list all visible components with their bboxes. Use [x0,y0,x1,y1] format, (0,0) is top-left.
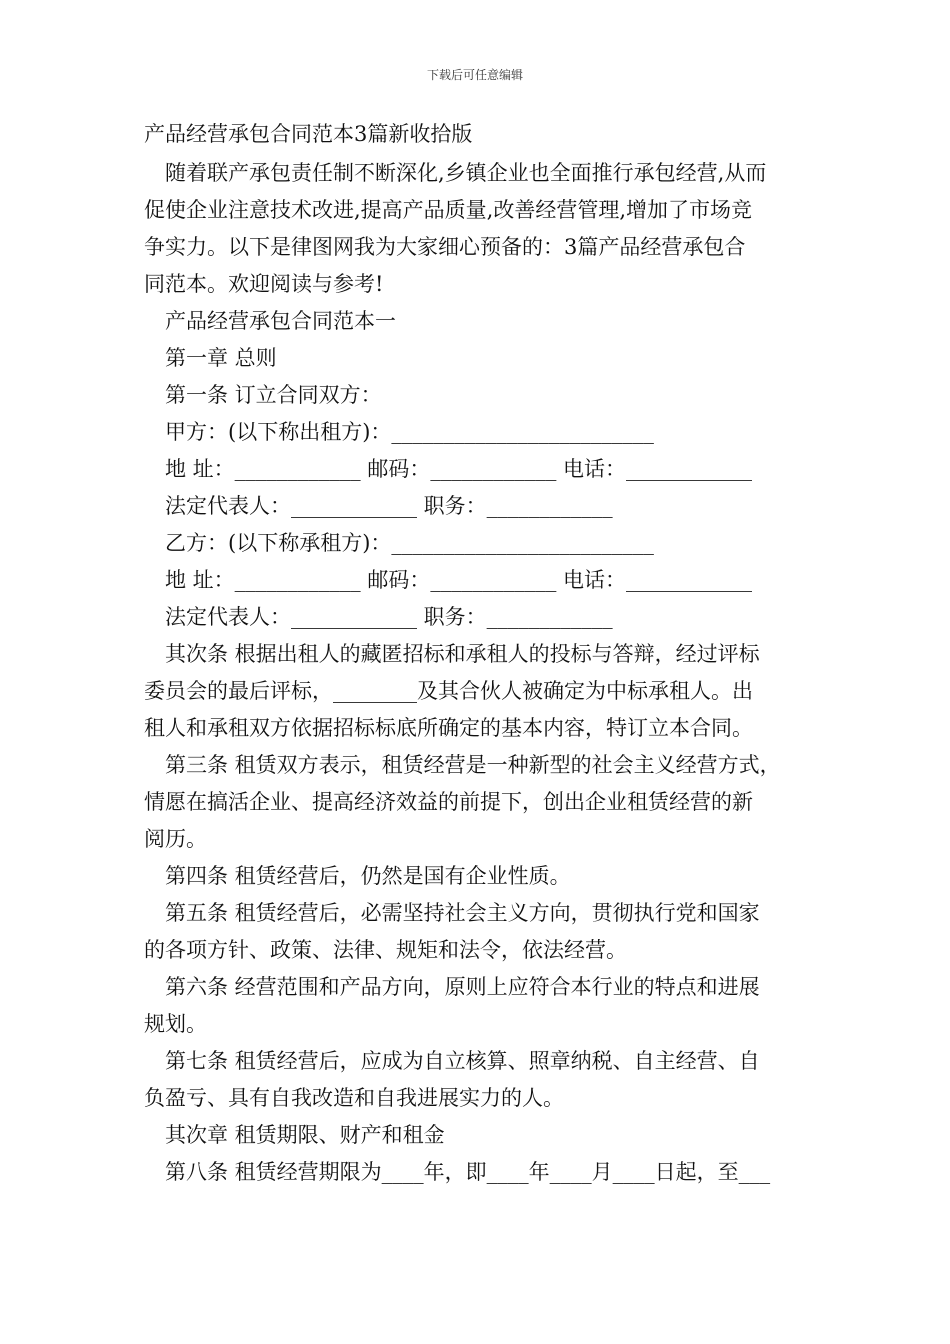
text-line: 负盈亏、具有自我改造和自我进展实力的人。 [144,1086,564,1110]
text-line: 甲方：(以下称出租方)：_________________________ [165,420,654,444]
text-line: 随着联产承包责任制不断深化,乡镇企业也全面推行承包经营,从而 [165,161,767,185]
document-body [144,116,816,1191]
header-note: 下载后可任意编辑 [426,68,523,82]
text-line: 第一章 总则 [165,346,277,370]
text-line: 阅历。 [144,827,207,851]
text-line: 其次条 根据出租人的藏匿招标和承租人的投标与答辩，经过评标 [165,642,760,666]
text-line: 乙方：(以下称承租方)：_________________________ [165,531,654,555]
text-line: 的各项方针、政策、法律、规矩和法令，依法经营。 [144,938,627,962]
text-line: 促使企业注意技术改进,提高产品质量,改善经营管理,增加了市场竞 [144,198,753,222]
text-line: 租人和承租双方依据招标标底所确定的基本内容，特订立本合同。 [144,716,753,740]
text-line: 规划。 [144,1012,207,1036]
text-line: 同范本。欢迎阅读与参考! [144,272,384,296]
text-line: 第三条 租赁双方表示，租赁经营是一种新型的社会主义经营方式， [165,753,781,777]
text-line: 第七条 租赁经营后，应成为自立核算、照章纳税、自主经营、自 [165,1049,760,1073]
paragraph-lines [144,155,816,1191]
text-line: 法定代表人：____________ 职务：____________ [165,494,613,518]
text-line: 争实力。以下是律图网我为大家细心预备的：3篇产品经营承包合 [144,235,746,259]
text-line: 委员会的最后评标，________及其合伙人被确定为中标承租人。出 [144,679,753,703]
text-line: 法定代表人：____________ 职务：____________ [165,605,613,629]
text-line: 产品经营承包合同范本一 [165,309,396,333]
text-line: 第六条 经营范围和产品方向，原则上应符合本行业的特点和进展 [165,975,760,999]
text-line: 第八条 租赁经营期限为____年，即____年____月____日起，至___ [165,1160,771,1184]
text-line: 其次章 租赁期限、财产和租金 [165,1123,445,1147]
text-line: 第一条 订立合同双方： [165,383,382,407]
text-line: 地 址：____________ 邮码：____________ 电话：____________ [165,568,753,592]
text-line: 地 址：____________ 邮码：____________ 电话：____________ [165,457,753,481]
document-title: 产品经营承包合同范本3篇新收拾版 [144,122,473,146]
text-line: 第五条 租赁经营后，必需坚持社会主义方向，贯彻执行党和国家 [165,901,760,925]
text-line: 第四条 租赁经营后，仍然是国有企业性质。 [165,864,571,888]
text-line: 情愿在搞活企业、提高经济效益的前提下，创出企业租赁经营的新 [144,790,753,814]
